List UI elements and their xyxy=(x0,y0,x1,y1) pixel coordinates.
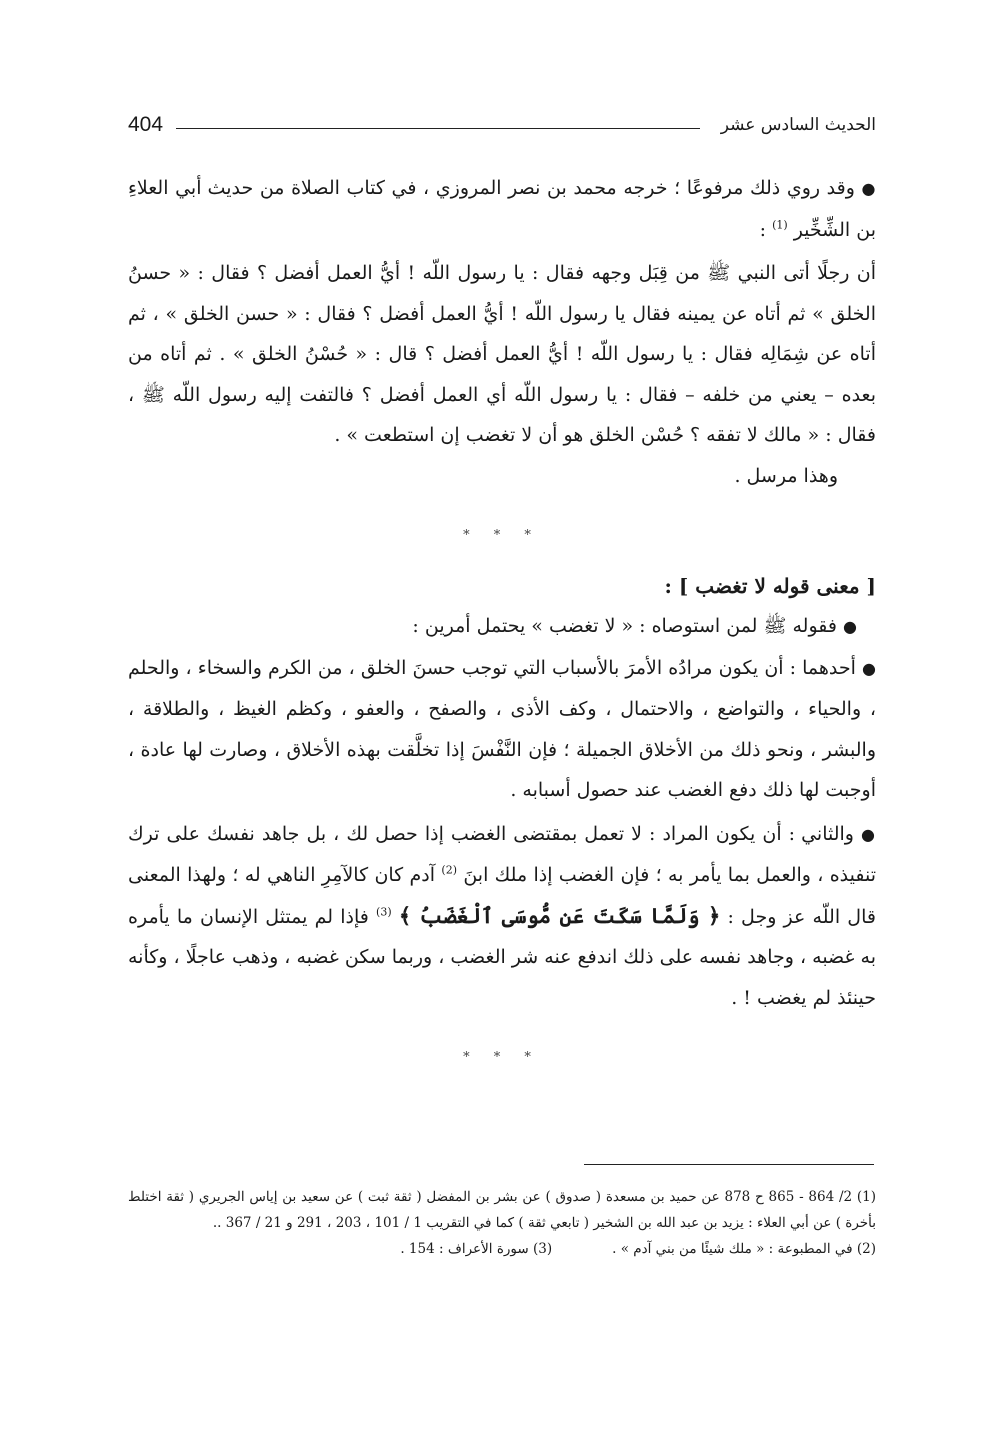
paragraph-1-colon: : xyxy=(759,218,767,241)
paragraph-6-part-c: فإذا لم يمتثل الإنسان ما يأمره به غضبه ، وجاهد نفسه على ذلك اندفع عنه شر الغضب ، وربما سكن غضبه ، وذهب عاجلًا ، وكأنه حينئذ لم يغضب ! . xyxy=(128,905,876,1009)
paragraph-4 xyxy=(128,606,876,648)
section-divider-stars: * * * xyxy=(463,528,541,543)
paragraph-6 xyxy=(128,814,876,1019)
paragraph-1 xyxy=(128,168,876,250)
footnote-ref-1: (1) xyxy=(772,218,788,232)
hadith-text: أن رجلًا أتى النبي ﷺ من قِبَل وجهه فقال : يا رسول اللّه ! أيُّ العمل أفضل ؟ فقال : « حسنُ الخلق » ثم أتاه عن يمينه فقال يا رسول اللّه ! أيُّ العمل أفضل ؟ فقال : « حسن الخلق » ، ثم أتاه عن شِمَالِه فقال : يا رسول اللّه ! أيُّ العمل أفضل ؟ قال : « حُسْنُ الخلق » . ثم أتاه من بعده – يعني من خلفه – فقال : يا رسول اللّه أي العمل أفضل ؟ فالتفت إليه رسول اللّه ﷺ ، فقال : « مالك لا تفقه ؟ حُسْن الخلق هو أن لا تغضب إن استطعت » . xyxy=(128,262,876,446)
quran-verse: ﴿ وَلَمَّا سَكَتَ عَن مُّوسَى ٱلْغَضَبُ ﴾ xyxy=(398,902,721,928)
mursal-text: وهذا مرسل . xyxy=(734,464,838,487)
bullet-icon: ● xyxy=(861,658,876,678)
paragraph-5 xyxy=(128,648,876,811)
bullet-icon: ● xyxy=(861,179,877,198)
paragraph-5-text: أحدهما : أن يكون مرادُه الأمرَ بالأسباب التي توجب حسنَ الخلق ، من الكرم والسخاء ، والحلم ، والحياء ، والتواضع ، والاحتمال ، وكف الأذى ، والصفح ، والعفو ، وكظم الغيظ ، والطلاقة ، والبشر ، ونحو ذلك من الأخلاق الجميلة ؛ فإن النَّفْسَ إذا تخلَّقت بهذه الأخلاق ، وصارت لها عادة ، أوجبت لها ذلك دفع الغضب عند حصول أسبابه . xyxy=(128,656,876,801)
paragraph-mursal xyxy=(128,456,876,497)
paragraph-1-line-1: وقد روي ذلك مرفوعًا ؛ خرجه محمد بن نصر المروزي ، في كتاب الصلاة من xyxy=(259,177,855,199)
paragraph-6-part-b: آدم كان كالآمِرِ الناهي له ؛ ولهذا المعنى قال اللّه عز وجل : xyxy=(128,864,876,928)
section-heading: [ معنى قوله لا تغضب ] : xyxy=(664,574,876,598)
footnote-ref-2: (2) xyxy=(441,863,457,877)
footnotes xyxy=(128,1184,876,1262)
footnote-2: (2) في المطبوعة : « ملك شيئًا من بني آدم » . xyxy=(612,1241,876,1257)
main-text xyxy=(128,168,876,1088)
bullet-icon: ● xyxy=(861,824,876,844)
section-divider-stars-2: * * * xyxy=(463,1050,541,1065)
page-number: 404 xyxy=(128,113,164,136)
paragraph-4-text: فقوله ﷺ لمن استوصاه : « لا تغضب » يحتمل أمرين : xyxy=(412,615,837,637)
bullet-icon: ● xyxy=(843,617,857,636)
paragraph-6-part-a: والثاني : أن يكون المراد : لا تعمل بمقتضى الغضب إذا حصل لك ، بل جاهد نفسك على ترك تنفيذه ، والعمل بما يأمر به ؛ فإن الغضب إذا ملك ابنَ xyxy=(128,822,877,886)
running-header xyxy=(128,112,876,142)
footnote-rule xyxy=(584,1164,874,1165)
footnote-ref-3: (3) xyxy=(376,905,392,919)
header-rule xyxy=(176,128,700,129)
running-title: الحديث السادس عشر xyxy=(720,115,876,135)
footnote-1: (1) 2/ 864 - 865 ح 878 عن حميد بن مسعدة ( صدوق ) عن بشر بن المفضل ( ثقة ثبت ) عن سعيد بن إياس الجريري ( ثقة اختلط بأخرة ) عن أبي العلاء : يزيد بن عبد الله بن الشخير ( تابعي ثقة ) كما في التقريب 1 / 101 ، 203 ، 291 و 21 / 367 .. xyxy=(128,1189,876,1231)
paragraph-1-line-2: حديث أبي العلاءِ بن الشِّخِّير xyxy=(128,177,876,241)
footnote-row xyxy=(128,1236,876,1262)
footnote-3: (3) سورة الأعراف : 154 . xyxy=(400,1241,553,1257)
